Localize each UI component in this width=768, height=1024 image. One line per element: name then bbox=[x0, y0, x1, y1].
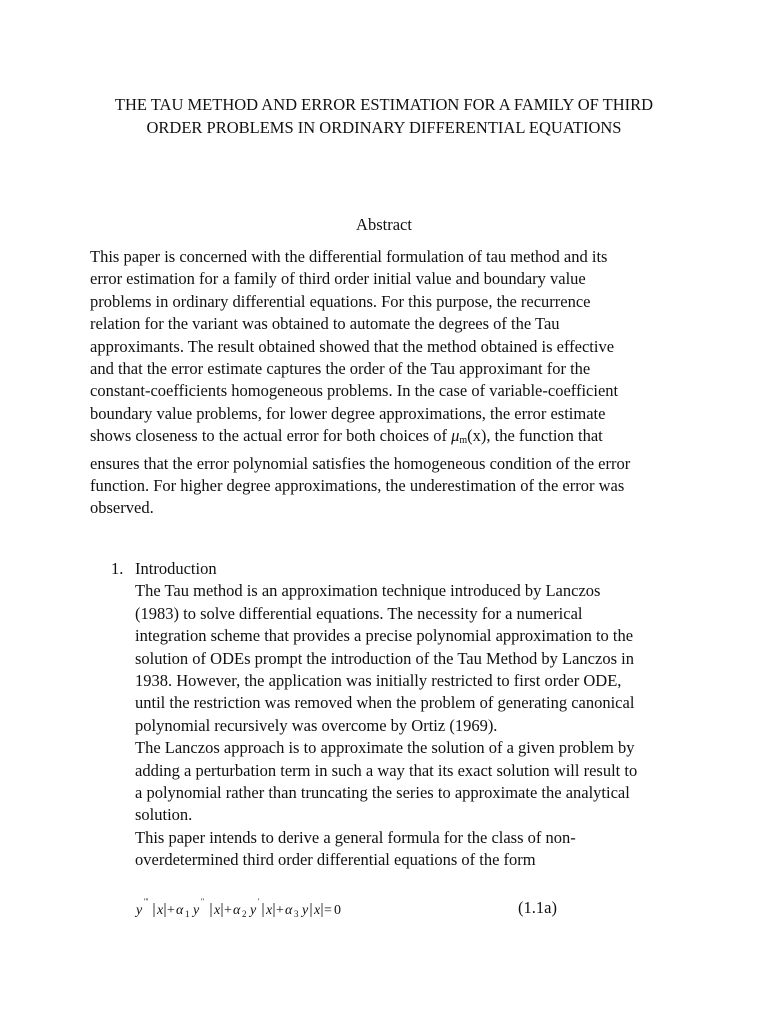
intro-line: This paper intends to derive a general formula for the class of non- bbox=[135, 827, 576, 847]
mu-line-before: shows closeness to the actual error for both choices of bbox=[90, 426, 452, 446]
section-heading: Introduction bbox=[135, 559, 217, 578]
eq-x: x bbox=[157, 903, 164, 918]
eq-y: y bbox=[250, 903, 257, 918]
title-line-2: ORDER PROBLEMS IN ORDINARY DIFFERENTIAL EQUATIONS bbox=[146, 118, 622, 137]
abstract-line: constant-coefficients homogeneous problems. In the case of variable-coefficient bbox=[90, 381, 619, 401]
mu-symbol: μ bbox=[451, 426, 460, 446]
abstract-line: This paper is concerned with the differential formulation of tau method and its bbox=[90, 247, 608, 266]
title-line-1: THE TAU METHOD AND ERROR ESTIMATION FOR A FAMILY OF THIRD bbox=[114, 95, 654, 114]
abstract-line: ensures that the error polynomial satisfies the homogeneous condition of the error bbox=[90, 453, 631, 473]
abstract-body bbox=[90, 246, 680, 520]
abstract-line: and that the error estimate captures the order of the Tau approximant for the bbox=[90, 359, 591, 379]
abstract-line: problems in ordinary differential equations. For this purpose, the recurrence bbox=[90, 291, 591, 311]
intro-line: until the restriction was removed when the problem of generating canonical bbox=[135, 693, 635, 713]
eq-alpha: α bbox=[176, 903, 184, 918]
intro-line: 1938. However, the application was initially restricted to first order ODE, bbox=[135, 671, 622, 691]
eq-plus: + bbox=[167, 903, 175, 918]
eq-plus: + bbox=[224, 903, 232, 918]
eq-primes-1: ' bbox=[258, 897, 260, 906]
eq-x: x bbox=[266, 903, 273, 918]
introduction-body bbox=[135, 580, 685, 871]
intro-line: overdetermined third order differential equations of the form bbox=[135, 850, 536, 870]
abstract-line: approximants. The result obtained showed that the method obtained is effective bbox=[90, 336, 615, 356]
eq-primes-3: ''' bbox=[144, 897, 149, 906]
equation-formula bbox=[134, 896, 374, 922]
eq-sub-1: 1 bbox=[185, 909, 190, 919]
eq-sub-3: 3 bbox=[294, 909, 299, 919]
eq-sub-2: 2 bbox=[242, 909, 247, 919]
abstract-line: observed. bbox=[90, 498, 154, 518]
abstract-line: relation for the variant was obtained to automate the degrees of the Tau bbox=[90, 314, 560, 334]
equation-1-1a bbox=[134, 896, 574, 922]
intro-line: (1983) to solve differential equations. The necessity for a numerical bbox=[135, 603, 583, 623]
eq-primes-2: '' bbox=[201, 897, 204, 906]
abstract-heading: Abstract bbox=[356, 215, 412, 234]
mu-subscript: m bbox=[459, 435, 468, 447]
mu-line-after: (x), the function that bbox=[467, 426, 603, 446]
eq-y: y bbox=[302, 903, 309, 918]
intro-line: solution of ODEs prompt the introduction of the Tau Method by Lanczos in bbox=[135, 648, 634, 668]
intro-line: solution. bbox=[135, 805, 193, 825]
eq-x: x bbox=[214, 903, 221, 918]
abstract-line: boundary value problems, for lower degree approximations, the error estimate bbox=[90, 403, 606, 423]
intro-line: a polynomial rather than truncating the series to approximate the analytical bbox=[135, 783, 630, 803]
paper-title bbox=[60, 93, 708, 139]
section-number: 1. bbox=[111, 559, 124, 578]
intro-line: adding a perturbation term in such a way that its exact solution will result to bbox=[135, 760, 638, 780]
eq-y: y bbox=[193, 903, 200, 918]
eq-y: y bbox=[136, 903, 143, 918]
intro-line: The Tau method is an approximation technique introduced by Lanczos bbox=[135, 581, 601, 601]
intro-line: The Lanczos approach is to approximate the solution of a given problem by bbox=[135, 738, 635, 758]
eq-x: x bbox=[314, 903, 321, 918]
eq-alpha: α bbox=[285, 903, 293, 918]
eq-alpha: α bbox=[233, 903, 241, 918]
abstract-mu-line bbox=[90, 425, 680, 452]
abstract-line: error estimation for a family of third order initial value and boundary value bbox=[90, 269, 586, 289]
equation-label: (1.1a) bbox=[518, 898, 557, 917]
eq-plus: + bbox=[276, 903, 284, 918]
eq-equals: = bbox=[324, 903, 332, 918]
abstract-line: function. For higher degree approximations, the underestimation of the error was bbox=[90, 476, 625, 496]
eq-zero: 0 bbox=[334, 903, 341, 918]
intro-line: integration scheme that provides a precise polynomial approximation to the bbox=[135, 626, 634, 646]
intro-line: polynomial recursively was overcome by Ortiz (1969). bbox=[135, 715, 498, 735]
